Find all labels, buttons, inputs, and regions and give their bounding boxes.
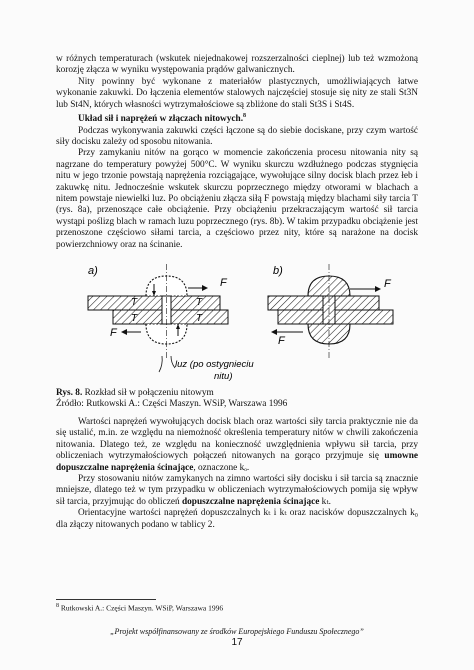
paragraph-6-end: kₜ. xyxy=(319,496,331,507)
figure-label-b: b) xyxy=(273,265,283,277)
body-text-top xyxy=(56,54,418,251)
paragraph-1: w różnych temperaturach (wskutek niejednakowej rozszerzalności cieplnej) lub też wzmożoną korozję złącza w wyniku występowania prądów galwanicznych. xyxy=(56,54,418,76)
body-text-bottom xyxy=(56,417,418,531)
paragraph-5-bold: umowne dopuszczalne naprężenia ścinające xyxy=(56,451,418,473)
riveted-joint-b xyxy=(268,264,393,360)
paragraph-5 xyxy=(56,417,418,474)
paragraph-5-text: Wartości naprężeń wywołujących docisk blach oraz wartości siły tarcia praktycznie nie da się ustalić, m.in. ze względu na niemożność określenia temperatury nitów w chwili zakończenia nitowania. Dlatego też, ze względu na konieczność uwzględnienia wpływu sił tarcia, przy obliczeniach wytrzymałościowych połączeń nitowanych na gorąco przyjmuje się xyxy=(56,417,418,462)
figure-caption xyxy=(56,388,418,411)
friction-label-4: T xyxy=(196,313,203,324)
friction-label-1: T xyxy=(131,297,138,308)
paragraph-6-text: Przy stosowaniu nitów zamykanych na zimno wartości siły docisku i sił tarcia są znacznie mniejsze, dlatego też w tym przypadku w obliczeniach wytrzymałościowych pomija się wpływ sił tarcia, przyjmując do obliczeń xyxy=(56,474,418,507)
footnote-divider xyxy=(56,599,156,600)
footnote-text: Rutkowski A.: Części Maszyn. WSiP, Warszawa 1996 xyxy=(59,603,224,613)
paragraph-3: Podczas wykonywania zakuwki części łączone są do siebie dociskane, przy czym wartość siły docisku zależy od sposobu nitowania. xyxy=(56,125,418,147)
section-heading xyxy=(56,111,418,126)
force-label-b-left: F xyxy=(278,335,285,347)
caption-number: Rys. 8. xyxy=(56,388,83,398)
paragraph-5-end: , oznaczone kₒ. xyxy=(193,462,250,473)
gap-label-line-2: nitu) xyxy=(214,371,233,382)
caption-title xyxy=(56,388,418,399)
paragraph-2: Nity powinny być wykonane z materiałów plastycznych, umożliwiających łatwe wykonanie zakuwki. Do łączenia elementów stalowych najczęściej stosuje się nity ze stali St3N lub St4N, których własności wytrzymałościowe są zbliżone do stali St3S i St4S. xyxy=(56,76,418,110)
footnote xyxy=(56,603,223,613)
page-number: 17 xyxy=(231,637,243,648)
footnote-ref: 8 xyxy=(243,113,247,120)
caption-source: Źródło: Rutkowski A.: Części Maszyn. WSiP, Warszawa 1996 xyxy=(56,399,288,410)
footnote-mark: 8 xyxy=(56,603,59,609)
force-label-b-right: F xyxy=(384,278,391,290)
force-label-a-right: F xyxy=(220,277,227,289)
funding-footer: „Projekt współfinansowany ze środków Europejskiego Funduszu Społecznego” xyxy=(110,627,364,636)
force-label-a-left: F xyxy=(110,327,117,339)
gap-label-line-1: luz (po ostygnieciu xyxy=(175,359,254,370)
rivet-force-figure xyxy=(58,260,416,384)
paragraph-6 xyxy=(56,474,418,508)
figure-label-a: a) xyxy=(88,265,98,277)
section-heading-text: Układ sił i naprężeń w złączach nitowych. xyxy=(78,114,244,125)
paragraph-6-bold: dopuszczalne naprężenia ścinające xyxy=(181,496,320,507)
riveted-joint-a xyxy=(88,264,228,372)
paragraph-7: Orientacyjne wartości naprężeń dopuszczalnych kₜ i kₜ oraz nacisków dopuszczalnych k₀ dla złączy nitowanych podano w tablicy 2. xyxy=(56,508,418,530)
caption-text: Rozkład sił w połączeniu nitowym xyxy=(82,388,214,398)
paragraph-4: Przy zamykaniu nitów na gorąco w momencie zakończenia procesu nitowania nity są nagrzane do temperatury powyżej 500°C. W wyniku skurczu wzdłużnego podczas stygnięcia nitu w jego trzonie powstają naprężenia rozciągające, wywołujące silny docisk blach przez łeb i zakuwkę nitu. Jednocześnie wskutek skurczu poprzecznego między otworami w blachach a nitem powstaje niewielki luz. Po obciążeniu złącza siłą F powstają między blachami siły tarcia T (rys. 8a), przenoszące całe obciążenie. Przy obciążeniu przekraczającym wartość sił tarcia wystąpi poślizg blach w ramach luzu poprzecznego (rys. 8b). W takim przypadku obciążenie jest przenoszone częściowo siłami tarcia, a częściowo przez nity, które są narażone na docisk powierzchniowy oraz na ścinanie. xyxy=(56,148,418,250)
friction-label-3: T xyxy=(131,313,138,324)
friction-label-2: T xyxy=(196,297,203,308)
